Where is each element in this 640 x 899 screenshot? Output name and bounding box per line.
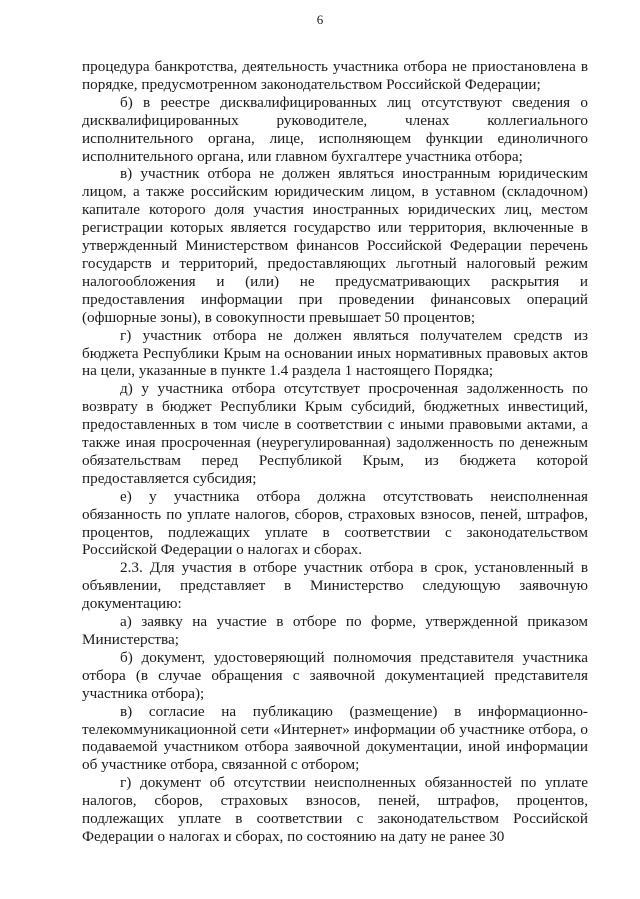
paragraph: б) документ, удостоверяющий полномочия представителя участника отбора (в случае обращения с заявочной документацией представителя участника отбора); <box>82 648 588 702</box>
paragraph: в) участник отбора не должен являться иностранным юридическим лицом, а также российским юридическим лицом, в уставном (складочном) капитале которого доля участия иностранных юридических лиц, местом регистрации которых является государство или территория, включенные в утвержденный Министерством финансов Российской Федерации перечень государств и территорий, предоставляющих льготный налоговый режим налогообложения и (или) не предусматривающих раскрытия и предоставления информации при проведении финансовых операций (офшорные зоны), в совокупности превышает 50 процентов; <box>82 165 588 326</box>
paragraph: д) у участника отбора отсутствует просроченная задолженность по возврату в бюджет Республики Крым субсидий, бюджетных инвестиций, предоставленных в том числе в соответствии с иными правовыми актами, а также иная просроченная (неурегулированная) задолженность по денежным обязательствам перед Республикой Крым, из бюджета которой предоставляется субсидия; <box>82 380 588 487</box>
page-number: 6 <box>316 12 324 27</box>
paragraph: процедура банкротства, деятельность участника отбора не приостановлена в порядке, предусмотренном законодательством Российской Федерации; <box>82 58 588 93</box>
document-body <box>82 58 588 846</box>
paragraph: а) заявку на участие в отборе по форме, утвержденной приказом Министерства; <box>82 613 588 648</box>
paragraph: 2.3. Для участия в отборе участник отбора в срок, установленный в объявлении, представляет в Министерство следующую заявочную документацию: <box>82 559 588 613</box>
paragraph: б) в реестре дисквалифицированных лиц отсутствуют сведения о дисквалифицированных руководителе, членах коллегиального исполнительного органа, лице, исполняющем функции единоличного исполнительного органа, или главном бухгалтере участника отбора; <box>82 93 588 165</box>
paragraph: в) согласие на публикацию (размещение) в информационно-телекоммуникационной сети «Интернет» информации об участнике отбора, о подаваемой участником отбора заявочной документации, иной информации об участнике отбора, связанной с отбором; <box>82 702 588 774</box>
paragraph: г) участник отбора не должен являться получателем средств из бюджета Республики Крым на основании иных нормативных правовых актов на цели, указанные в пункте 1.4 раздела 1 настоящего Порядка; <box>82 326 588 380</box>
paragraph: г) документ об отсутствии неисполненных обязанностей по уплате налогов, сборов, страховых взносов, пеней, штрафов, процентов, подлежащих уплате в соответствии с законодательством Российской Федерации о налогах и сборах, по состоянию на дату не ранее 30 <box>82 774 588 845</box>
paragraph: е) у участника отбора должна отсутствовать неисполненная обязанность по уплате налогов, сборов, страховых взносов, пеней, штрафов, процентов, подлежащих уплате в соответствии с законодательством Российской Федерации о налогах и сборах. <box>82 487 588 559</box>
